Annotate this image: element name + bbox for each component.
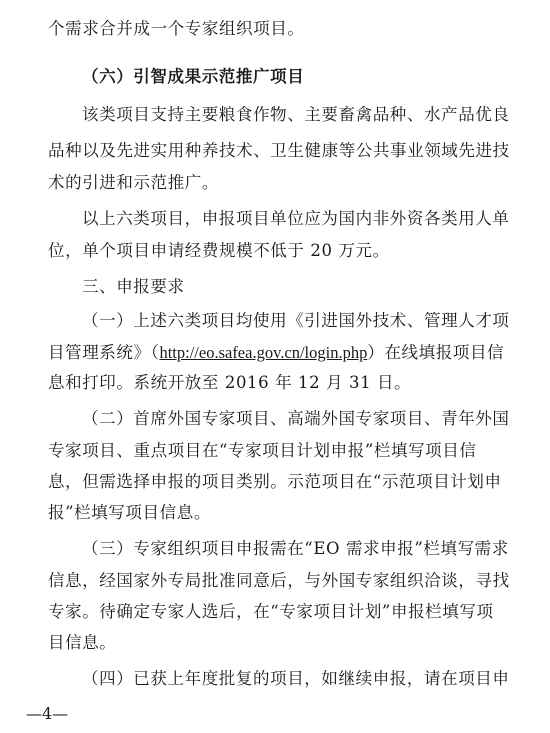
paragraph-line: 术的引进和示范推广。	[48, 173, 219, 192]
paragraph-line: （一）上述六类项目均使用《引进国外技术、管理人才项	[82, 311, 510, 330]
section-heading-6: （六）引智成果示范推广项目	[82, 67, 305, 86]
paragraph-line: 息，但需选择申报的项目类别。示范项目在“示范项目计划申	[48, 472, 502, 491]
paragraph-line-with-link	[48, 342, 504, 364]
paragraph-line: 专家。待确定专家人选后，在“专家项目计划”申报栏填写项	[48, 602, 494, 621]
page-number: —4—	[26, 704, 69, 723]
paragraph-line: （四）已获上年度批复的项目，如继续申报，请在项目申	[82, 669, 510, 688]
section-heading-3: 三、申报要求	[82, 277, 185, 296]
paragraph-line: 位，单个项目申请经费规模不低于 20 万元。	[48, 241, 390, 260]
paragraph-line: 品种以及先进实用种养技术、卫生健康等公共事业领域先进技	[48, 141, 510, 160]
paragraph-line: 目信息。	[48, 633, 117, 652]
paragraph-line: 报”栏填写项目信息。	[48, 503, 211, 522]
paragraph-line: （三）专家组织项目申报需在“EO 需求申报”栏填写需求	[82, 539, 509, 558]
paragraph-line: 专家项目、重点项目在“专家项目计划申报”栏填写项目信	[48, 441, 477, 460]
paragraph-text: 目管理系统》（	[48, 343, 160, 362]
paragraph-line: 以上六类项目，申报项目单位应为国内非外资各类用人单	[82, 209, 510, 228]
paragraph-line: 个需求合并成一个专家组织项目。	[48, 19, 305, 38]
paragraph-line: 信息，经国家外专局批准同意后，与外国专家组织洽谈，寻找	[48, 571, 510, 590]
paragraph-text: ）在线填报项目信	[367, 343, 505, 362]
paragraph-line: 该类项目支持主要粮食作物、主要畜禽品种、水产品优良	[82, 105, 510, 124]
paragraph-line: 息和打印。系统开放至 2016 年 12 月 31 日。	[48, 373, 412, 392]
system-url-link[interactable]: http://eo.safea.gov.cn/login.php	[159, 343, 368, 362]
paragraph-line: （二）首席外国专家项目、高端外国专家项目、青年外国	[82, 409, 510, 428]
